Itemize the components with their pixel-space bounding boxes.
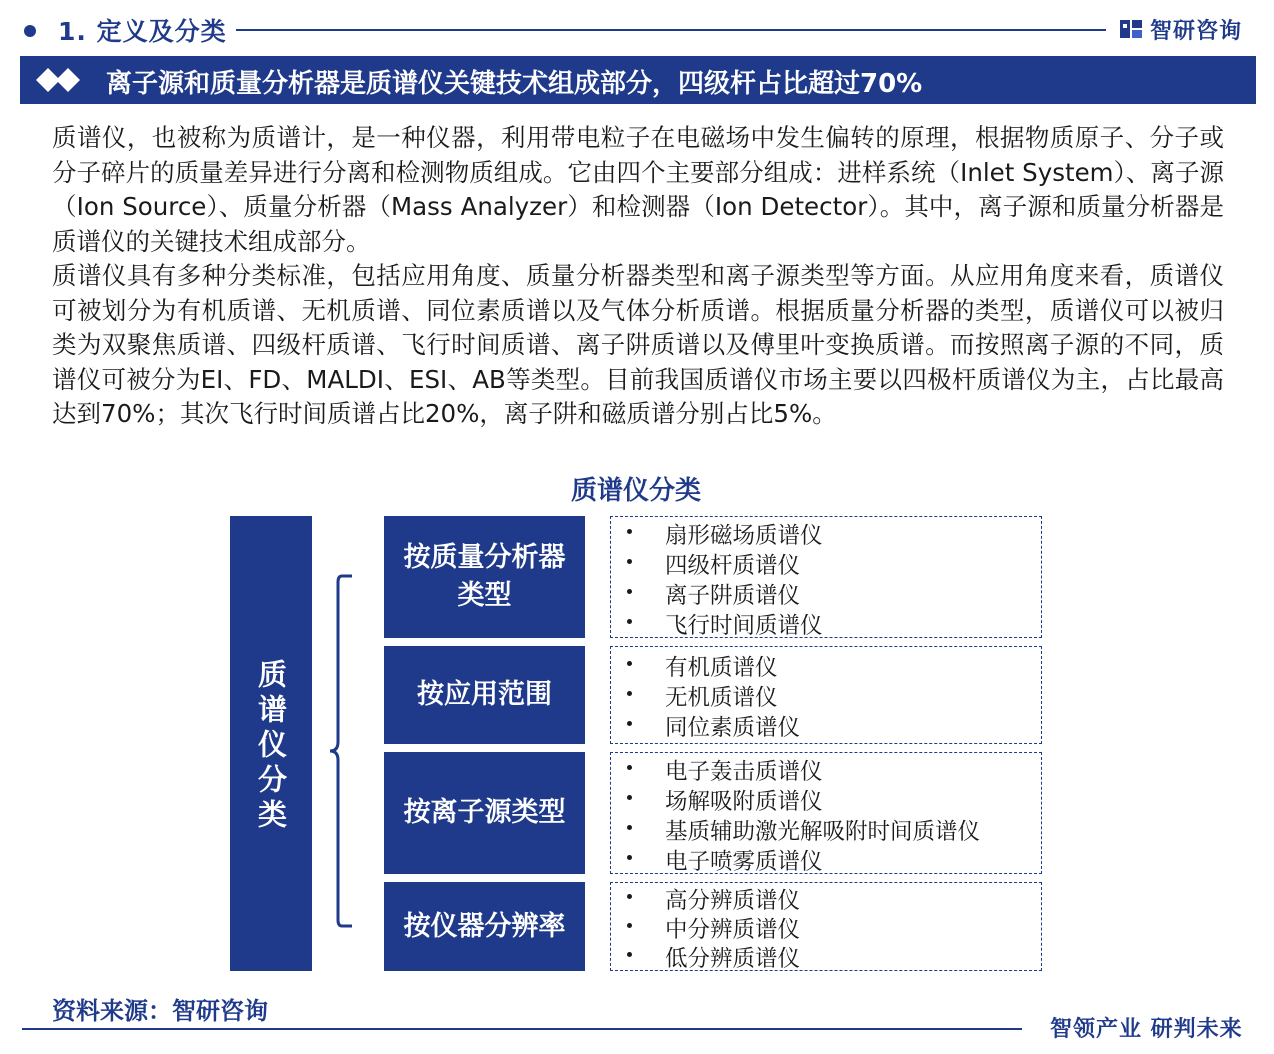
bullet-icon — [627, 619, 632, 624]
bullet-icon — [627, 721, 632, 726]
bullet-icon — [627, 795, 632, 800]
bullet-icon — [627, 923, 632, 928]
diamond-arrow-icon — [34, 66, 90, 94]
footer-slogan: 智领产业 研判未来 — [1050, 1017, 1243, 1042]
brace-connector — [322, 574, 362, 928]
header-divider — [236, 29, 1106, 31]
bullet-icon — [627, 559, 632, 564]
category-node — [384, 752, 585, 874]
item-group: 电子轰击质谱仪 场解吸附质谱仪 基质辅助激光解吸附时间质谱仪 电子喷雾质谱仪 — [610, 752, 1042, 874]
footer-divider — [22, 1028, 1022, 1030]
bullet-icon — [627, 529, 632, 534]
body-text — [52, 121, 1224, 432]
section-title: 1. 定义及分类 — [58, 17, 227, 46]
section-bullet-icon — [24, 25, 36, 37]
category-label: 按应用范围 — [417, 679, 552, 710]
category-label: 按仪器分辨率 — [403, 910, 566, 942]
category-label: 按质量分析器类型 — [403, 542, 566, 611]
bullet-icon — [627, 765, 632, 770]
diagram-title: 质谱仪分类 — [570, 476, 701, 506]
item-group: 扇形磁场质谱仪 四级杆质谱仪 离子阱质谱仪 飞行时间质谱仪 — [610, 516, 1042, 638]
category-node — [384, 882, 585, 971]
root-node-label: 质谱仪分类 — [254, 658, 288, 834]
root-node — [230, 516, 312, 971]
category-label: 按离子源类型 — [403, 797, 566, 828]
paragraph-1: 质谱仪，也被称为质谱计，是一种仪器，利用带电粒子在电磁场中发生偏转的原理，根据物质原子、分子或分子碎片的质量差异进行分离和检测物质组成。它由四个主要部分组成：进样系统（Inlet System）、离子源（Ion Source）、质量分析器（Mass Analyzer）和检测器（Ion Detector）。其中，离子源和质量分析器是质谱仪的关键技术组成部分。 — [52, 123, 1224, 256]
bullet-icon — [627, 589, 632, 594]
bullet-icon — [627, 691, 632, 696]
brand-logo-icon — [1118, 16, 1144, 42]
category-node — [384, 646, 585, 744]
bullet-icon — [627, 661, 632, 666]
bullet-icon — [627, 894, 632, 899]
title-banner — [20, 56, 1256, 104]
category-node — [384, 516, 585, 638]
brand-name: 智研咨询 — [1150, 18, 1243, 44]
bullet-icon — [627, 952, 632, 957]
paragraph-2: 质谱仪具有多种分类标准，包括应用角度、质量分析器类型和离子源类型等方面。从应用角度来看，质谱仪可被划分为有机质谱、无机质谱、同位素质谱以及气体分析质谱。根据质量分析器的类型，质谱仪可以被归类为双聚焦质谱、四级杆质谱、飞行时间质谱、离子阱质谱以及傅里叶变换质谱。而按照离子源的不同，质谱仪可被分为EI、FD、MALDI、ESI、AB等类型。目前我国质谱仪市场主要以四极杆质谱仪为主，占比最高达到70%；其次飞行时间质谱占比20%，离子阱和磁质谱分别占比5%。 — [52, 261, 1224, 428]
banner-title: 离子源和质量分析器是质谱仪关键技术组成部分，四级杆占比超过70% — [106, 69, 923, 99]
bullet-icon — [627, 825, 632, 830]
item-group: 高分辨质谱仪 中分辨质谱仪 低分辨质谱仪 — [610, 882, 1042, 971]
item-group: 有机质谱仪 无机质谱仪 同位素质谱仪 — [610, 646, 1042, 744]
source-note: 资料来源：智研咨询 — [52, 997, 268, 1025]
bullet-icon — [627, 855, 632, 860]
brand — [1118, 14, 1242, 44]
